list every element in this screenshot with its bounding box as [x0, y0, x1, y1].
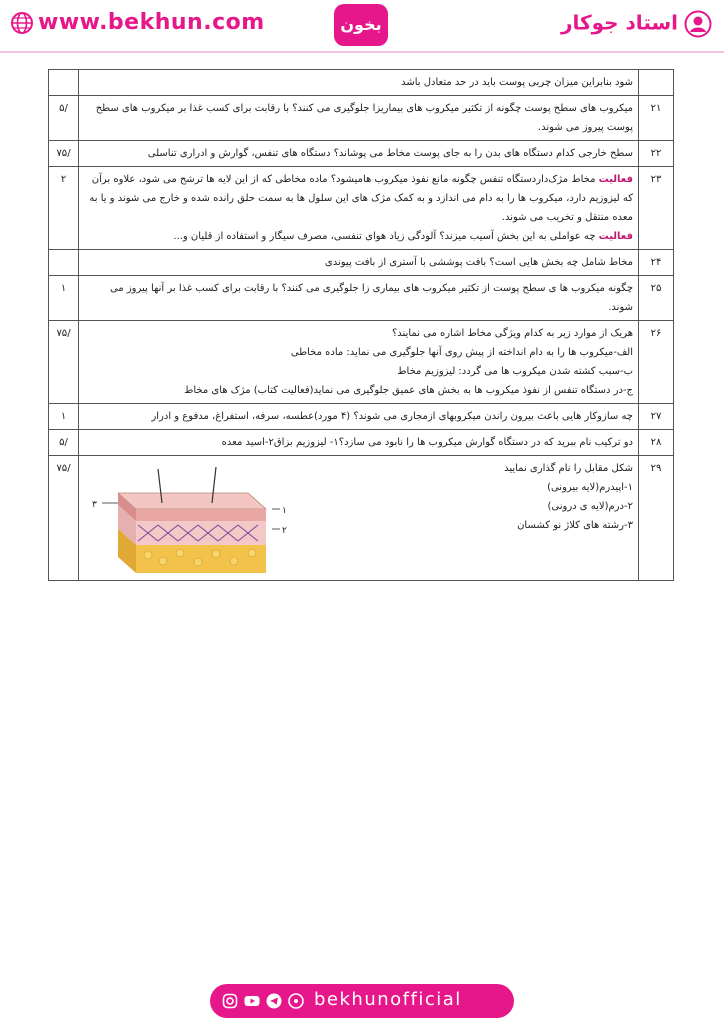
telegram-icon[interactable] — [266, 993, 282, 1009]
question-number: ۲۵ — [639, 276, 674, 321]
activity-text: مخاط مژک‌داردستگاه تنفس چگونه مانع نفوذ میکروب هامیشود؟ ماده مخاطی که از این لایه ها ترشح می شود، علاوه برآن که لیزوزیم دارد، میکروب ها را به دام می اندازد و به کمک مژک های این سلول ها به سمت حلق رانده شده و خارج می شوند و یا به معده منتقل و تخریب می شوند. — [89, 174, 633, 223]
table-row — [49, 250, 674, 276]
table-row — [49, 430, 674, 456]
question-score — [49, 250, 79, 276]
question-score: /۷۵ — [49, 321, 79, 404]
answer-text — [79, 456, 639, 581]
social-handle[interactable]: bekhunofficial — [314, 989, 462, 1010]
teacher-name: استاد جوکار — [560, 10, 678, 35]
youtube-icon[interactable] — [244, 993, 260, 1009]
teacher-brand — [561, 10, 712, 38]
question-number: ۲۴ — [639, 250, 674, 276]
question-number: ۲۳ — [639, 167, 674, 250]
answer-line: ۱-اپیدرم(لایه بیرونی) — [547, 482, 633, 493]
globe-icon — [10, 11, 34, 35]
figure-label-3: ۳ — [92, 500, 97, 510]
site-link[interactable] — [10, 10, 265, 35]
answer-text: چه سازوکار هایی باعث بیرون راندن میکروبهای ازمجاری می شوند؟ (۴ مورد)عطسه، سرفه، استفراغ، مدفوع و ادرار — [79, 404, 639, 430]
question-number: ۲۲ — [639, 141, 674, 167]
question-score — [49, 70, 79, 96]
question-number: ۲۸ — [639, 430, 674, 456]
answer-text — [79, 167, 639, 250]
answer-text — [79, 321, 639, 404]
q29-cell — [84, 459, 633, 577]
answer-text: دو ترکیب نام ببرید که در دستگاه گوارش میکروب ها را نابود می سازد؟۱- لیزوزیم بزاق۲-اسید معده — [79, 430, 639, 456]
answer-text: مخاط شامل چه بخش هایی است؟ بافت پوششی با آستری از بافت پیوندی — [79, 250, 639, 276]
activity-line — [84, 227, 633, 246]
answer-line: ج-در دستگاه تنفس از نفوذ میکروب ها به بخش های عمیق جلوگیری می نماید(فعالیت کتاب) مژک های مخاط — [184, 385, 633, 396]
question-number: ۲۹ — [639, 456, 674, 581]
table-row — [49, 321, 674, 404]
answer-text: میکروب های سطح پوست چگونه از تکثیر میکروب های بیماریزا جلوگیری می کنند؟ با رقابت برای کسب غذا بر میکروب های سطح پوست پیروز می شوند. — [79, 96, 639, 141]
table-row — [49, 404, 674, 430]
header-divider — [0, 51, 724, 53]
table-row — [49, 141, 674, 167]
answer-line: ۳-رشته های کلاژ نو کشسان — [517, 520, 633, 531]
answer-text: چگونه میکروب ها ی سطح پوست از تکثیر میکروب های بیماری زا جلوگیری می کنند؟ با رقابت برای کسب غذا بر آنها پیروز می شوند. — [79, 276, 639, 321]
table-row — [49, 70, 674, 96]
answer-text: سطح خارجی کدام دستگاه های بدن را به جای پوست مخاط می پوشاند؟ دستگاه های تنفس، گوارش و ادراری تناسلی — [79, 141, 639, 167]
question-score: /۷۵ — [49, 141, 79, 167]
answer-line: ۲-درم(لایه ی درونی) — [547, 501, 633, 512]
answer-line: ب-سبب کشته شدن میکروب ها می گردد: لیزوزیم مخاط — [397, 366, 633, 377]
question-score: /۷۵ — [49, 456, 79, 581]
question-number: ۲۶ — [639, 321, 674, 404]
q29-answers — [478, 459, 633, 535]
answer-line: الف-میکروب ها را به دام انداخته از پیش روی آنها جلوگیری می نماید: ماده مخاطی — [290, 347, 633, 358]
site-url: www.bekhun.com — [38, 10, 265, 35]
question-score: ۱ — [49, 276, 79, 321]
question-score: /۵ — [49, 430, 79, 456]
figure-label-1: ۱ — [282, 506, 287, 516]
aparat-icon[interactable] — [288, 993, 304, 1009]
skin-diagram — [88, 463, 288, 581]
table-row — [49, 456, 674, 581]
bekhun-logo: بخون — [334, 4, 388, 46]
page-header — [0, 0, 724, 52]
question-score: /۵ — [49, 96, 79, 141]
figure-label-2: ۲ — [282, 526, 287, 536]
table-row — [49, 167, 674, 250]
question-number — [639, 70, 674, 96]
question-number: ۲۱ — [639, 96, 674, 141]
table-row — [49, 96, 674, 141]
question-number: ۲۷ — [639, 404, 674, 430]
question-score: ۱ — [49, 404, 79, 430]
instagram-icon[interactable] — [222, 993, 238, 1009]
question-score: ۲ — [49, 167, 79, 250]
answer-table — [48, 69, 674, 581]
table-row — [49, 276, 674, 321]
activity-label: فعالیت — [598, 231, 633, 242]
answer-text: شود بنابراین میزان چربی پوست باید در حد متعادل باشد — [79, 70, 639, 96]
social-footer — [210, 984, 514, 1018]
question-text: شکل مقابل را نام گذاری نمایید — [504, 463, 633, 474]
question-text: هریک از موارد زیر به کدام ویژگی مخاط اشاره می نمایند؟ — [391, 328, 633, 339]
user-icon — [684, 10, 712, 38]
activity-text: چه عواملی به این بخش آسیب میزند؟ آلودگی زیاد هوای تنفسی، مصرف سیگار و استفاده از قلیان و... — [173, 231, 596, 242]
activity-label: فعالیت — [598, 174, 633, 185]
